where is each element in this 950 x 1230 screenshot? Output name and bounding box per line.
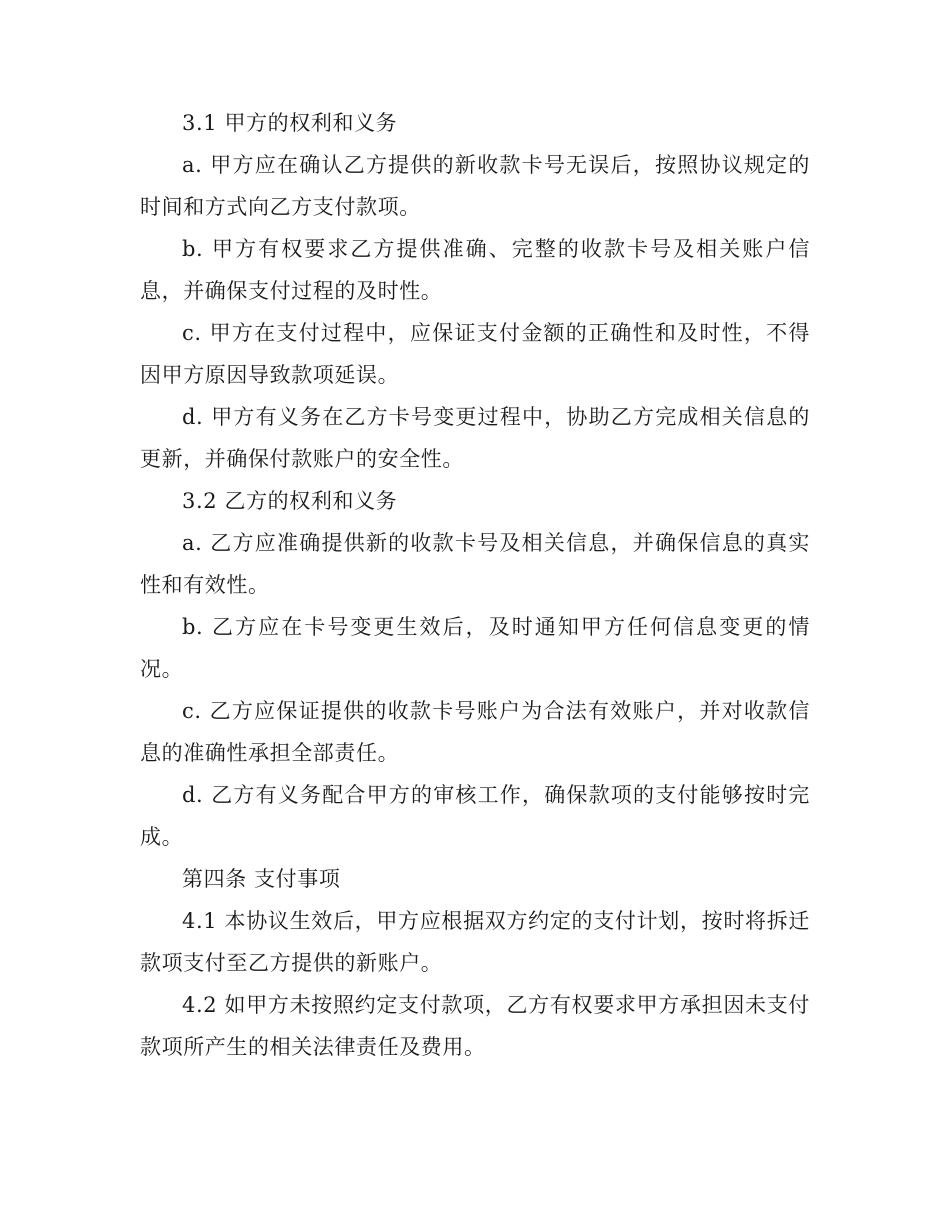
section-heading-3-2: 3.2 乙方的权利和义务 bbox=[182, 489, 398, 513]
clause-3-1-b: b. 甲方有权要求乙方提供准确、完整的收款卡号及相关账户信息，并确保支付过程的及时性。 bbox=[140, 237, 810, 303]
clause-3-1-d: d. 甲方有义务在乙方卡号变更过程中，协助乙方完成相关信息的更新，并确保付款账户的安全性。 bbox=[140, 405, 810, 471]
article-heading-4: 第四条 支付事项 bbox=[182, 867, 341, 891]
clause-4-1: 4.1 本协议生效后，甲方应根据双方约定的支付计划，按时将拆迁款项支付至乙方提供的新账户。 bbox=[140, 909, 810, 975]
clause-3-2-a: a. 乙方应准确提供新的收款卡号及相关信息，并确保信息的真实性和有效性。 bbox=[140, 531, 810, 597]
clause-3-2-d: d. 乙方有义务配合甲方的审核工作，确保款项的支付能够按时完成。 bbox=[140, 783, 810, 849]
clause-3-2-b: b. 乙方应在卡号变更生效后，及时通知甲方任何信息变更的情况。 bbox=[140, 615, 810, 681]
clause-4-2: 4.2 如甲方未按照约定支付款项，乙方有权要求甲方承担因未支付款项所产生的相关法律责任及费用。 bbox=[140, 993, 810, 1059]
clause-3-1-a: a. 甲方应在确认乙方提供的新收款卡号无误后，按照协议规定的时间和方式向乙方支付款项。 bbox=[140, 153, 810, 219]
section-heading-3-1: 3.1 甲方的权利和义务 bbox=[182, 111, 398, 135]
clause-3-1-c: c. 甲方在支付过程中，应保证支付金额的正确性和及时性，不得因甲方原因导致款项延误。 bbox=[140, 321, 810, 387]
clause-3-2-c: c. 乙方应保证提供的收款卡号账户为合法有效账户，并对收款信息的准确性承担全部责任。 bbox=[140, 699, 810, 765]
document-body bbox=[140, 102, 810, 1068]
